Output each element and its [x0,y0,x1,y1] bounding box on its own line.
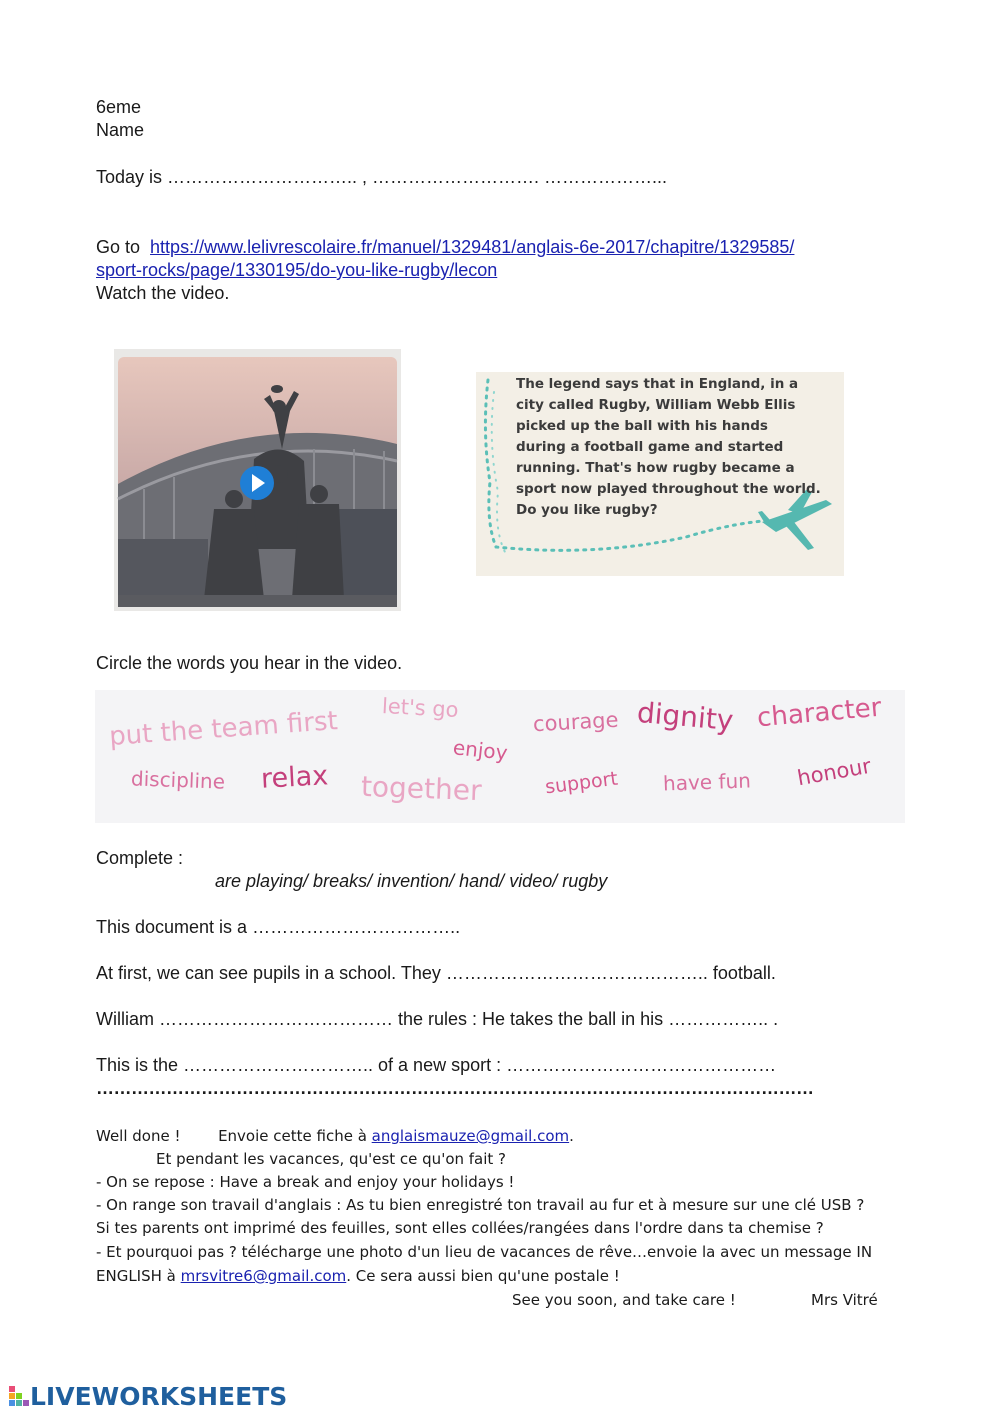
logo-text: LIVEWORKSHEETS [30,1381,288,1411]
complete-label: Complete : [96,848,184,868]
lesson-url-line2 [96,259,497,282]
liveworksheets-logo[interactable] [8,1381,287,1411]
well-done-text: Well done ! [96,1127,181,1145]
word-have-fun[interactable]: have fun [662,768,752,796]
word-relax[interactable]: relax [260,760,329,795]
word-discipline[interactable]: discipline [130,766,226,794]
word-lets-go[interactable]: let's go [381,694,460,722]
word-honour[interactable]: honour [795,753,873,791]
video-thumbnail [114,349,401,611]
go-to-text: Go to [96,237,141,257]
lesson-url-link[interactable]: https://www.lelivrescolaire.fr/manuel/1329481/anglais-6e-2017/chapitre/1329585/ [150,237,795,257]
footer-line-1 [96,1125,574,1148]
email-link-mrsvitre6[interactable]: mrsvitre6@gmail.com [180,1267,347,1285]
answer-dotted-line[interactable]: …………………………………………………………………………………………………………… [96,1078,814,1098]
circle-instruction: Circle the words you hear in the video. [96,653,403,673]
word-enjoy[interactable]: enjoy [451,735,509,765]
word-put-the-team-first[interactable]: put the team first [108,706,339,752]
footer-line-5: Si tes parents ont imprimé des feuilles, sont elles collées/rangées dans l'ordre dans ta chemise ? [96,1219,824,1237]
word-support[interactable]: support [543,767,620,799]
period: . [569,1127,574,1145]
today-line: Today is ………………………….. , ………………………. ………………... [96,167,668,187]
footer-line-4: - On range son travail d'anglais : As tu bien enregistré ton travail au fur et à mesure sur une clé USB ? [96,1196,865,1214]
footer-line-2: Et pendant les vacances, qu'est ce qu'on fait ? [156,1150,507,1168]
legend-line: during a football game and started [516,439,784,455]
legend-line: picked up the ball with his hands [516,418,768,434]
legend-text [516,374,821,521]
word-dignity[interactable]: dignity [635,695,735,738]
word-cloud [95,690,905,823]
sentence-document[interactable]: This document is a …………………………….. [96,917,461,937]
word-together[interactable]: together [360,769,483,808]
envoie-text: Envoie cette fiche à [218,1127,367,1145]
sentence-pupils[interactable]: At first, we can see pupils in a school. They …………………………………….. football. [96,963,776,983]
video-frame[interactable] [114,349,401,611]
word-character[interactable]: character [755,692,883,734]
sentence-new-sport[interactable]: This is the ………………………….. of a new sport : ……………………………………… [96,1055,777,1075]
english-a-text: ENGLISH à [96,1267,176,1285]
logo-mark-icon [8,1383,30,1409]
see-you-text: See you soon, and take care ! [512,1291,736,1309]
footer-line-6: - Et pourquoi pas ? télécharge une photo d'un lieu de vacances de rêve…envoie la avec un message IN [96,1243,873,1261]
lesson-url-link-continued[interactable]: sport-rocks/page/1330195/do-you-like-rugby/lecon [96,260,498,280]
name-label: Name [96,120,145,140]
footer-line-7 [96,1265,620,1288]
legend-line: sport now played throughout the world. [516,481,821,497]
signature: Mrs Vitré [811,1291,878,1309]
watch-instruction: Watch the video. [96,283,230,303]
legend-line: city called Rugby, William Webb Ellis [516,397,796,413]
legend-card [476,372,844,576]
sentence-william[interactable]: William ………………………………… the rules : He takes the ball in his …………….. . [96,1009,779,1029]
word-bank: are playing/ breaks/ invention/ hand/ video/ rugby [215,871,608,891]
footer-line-3: - On se repose : Have a break and enjoy your holidays ! [96,1173,515,1191]
email-link-anglaismauze[interactable]: anglaismauze@gmail.com [371,1127,570,1145]
grade-label: 6eme [96,97,142,117]
legend-line: running. That's how rugby became a [516,460,795,476]
legend-line: The legend says that in England, in a [516,376,799,392]
legend-line: Do you like rugby? [516,502,658,518]
postale-text: . Ce sera aussi bien qu'une postale ! [346,1267,620,1285]
go-to-line [96,236,794,259]
word-courage[interactable]: courage [532,707,620,737]
